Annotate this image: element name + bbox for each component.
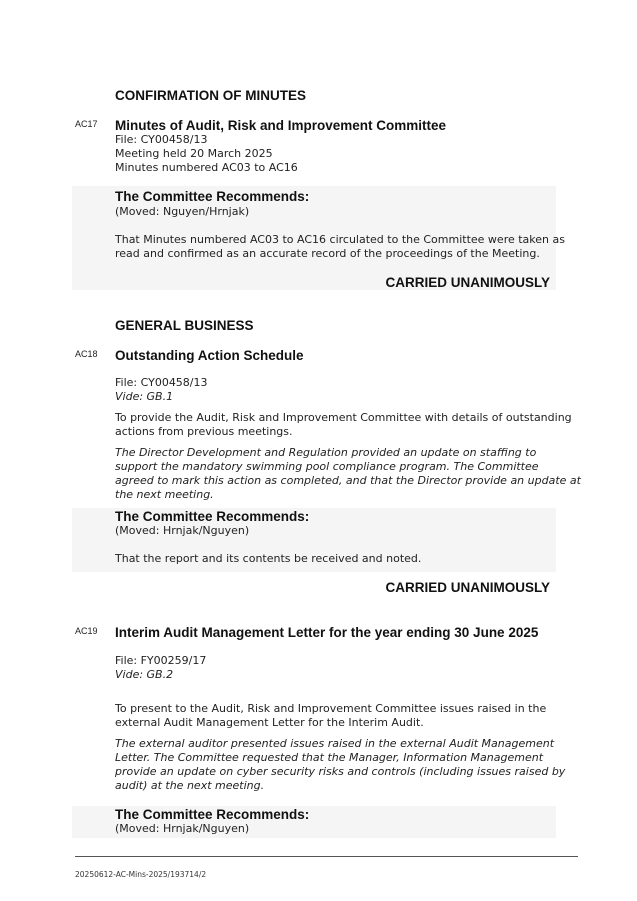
note-line-3: provide an update on cyber security risks and controls (including issues raised by bbox=[115, 765, 566, 778]
item-file: File: FY00259/17 bbox=[115, 654, 207, 667]
note-line-4: the next meeting. bbox=[115, 488, 214, 501]
item-file: File: CY00458/13 bbox=[115, 133, 208, 146]
note-line-2: Letter. The Committee requested that the Manager, Information Management bbox=[115, 751, 544, 764]
item-meeting: Meeting held 20 March 2025 bbox=[115, 147, 273, 160]
purpose-line-1: To present to the Audit, Risk and Improvement Committee issues raised in the bbox=[115, 702, 547, 715]
purpose-line-1: To provide the Audit, Risk and Improvement Committee with details of outstanding bbox=[115, 411, 572, 424]
section-heading-confirmation: CONFIRMATION OF MINUTES bbox=[115, 88, 306, 103]
purpose-line-2: external Audit Management Letter for the Interim Audit. bbox=[115, 716, 424, 729]
resolution-line-1: That the report and its contents be received and noted. bbox=[115, 552, 422, 565]
item-vide: Vide: GB.1 bbox=[115, 390, 174, 403]
purpose-line-2: actions from previous meetings. bbox=[115, 425, 293, 438]
moved-by: (Moved: Hrnjak/Nguyen) bbox=[115, 822, 250, 835]
recommends-heading: The Committee Recommends: bbox=[115, 189, 310, 204]
recommends-heading: The Committee Recommends: bbox=[115, 509, 310, 524]
item-number: AC18 bbox=[75, 349, 98, 359]
item-number: AC19 bbox=[75, 626, 98, 636]
resolution-line-2: read and confirmed as an accurate record of the proceedings of the Meeting. bbox=[115, 247, 540, 260]
resolution-line-1: That Minutes numbered AC03 to AC16 circulated to the Committee were taken as bbox=[115, 233, 565, 246]
item-minutes-range: Minutes numbered AC03 to AC16 bbox=[115, 161, 298, 174]
recommends-heading: The Committee Recommends: bbox=[115, 807, 310, 822]
item-title: Outstanding Action Schedule bbox=[115, 348, 304, 363]
item-title: Minutes of Audit, Risk and Improvement Committee bbox=[115, 118, 447, 133]
carried-status: CARRIED UNANIMOUSLY bbox=[385, 275, 550, 290]
item-number: AC17 bbox=[75, 119, 98, 129]
note-line-4: audit) at the next meeting. bbox=[115, 779, 265, 792]
moved-by: (Moved: Nguyen/Hrnjak) bbox=[115, 205, 250, 218]
moved-by: (Moved: Hrnjak/Nguyen) bbox=[115, 524, 250, 537]
item-file: File: CY00458/13 bbox=[115, 376, 208, 389]
section-heading-general: GENERAL BUSINESS bbox=[115, 318, 254, 333]
footer-doc-id: 20250612-AC-Mins-2025/193714/2 bbox=[75, 870, 207, 879]
footer-divider bbox=[75, 856, 578, 857]
item-vide: Vide: GB.2 bbox=[115, 668, 174, 681]
item-title: Interim Audit Management Letter for the year ending 30 June 2025 bbox=[115, 625, 539, 640]
note-line-2: support the mandatory swimming pool compliance program. The Committee bbox=[115, 460, 539, 473]
note-line-3: agreed to mark this action as completed, and that the Director provide an update at bbox=[115, 474, 581, 487]
carried-status: CARRIED UNANIMOUSLY bbox=[385, 580, 550, 595]
note-line-1: The Director Development and Regulation provided an update on staffing to bbox=[115, 446, 537, 459]
note-line-1: The external auditor presented issues raised in the external Audit Management bbox=[115, 737, 555, 750]
